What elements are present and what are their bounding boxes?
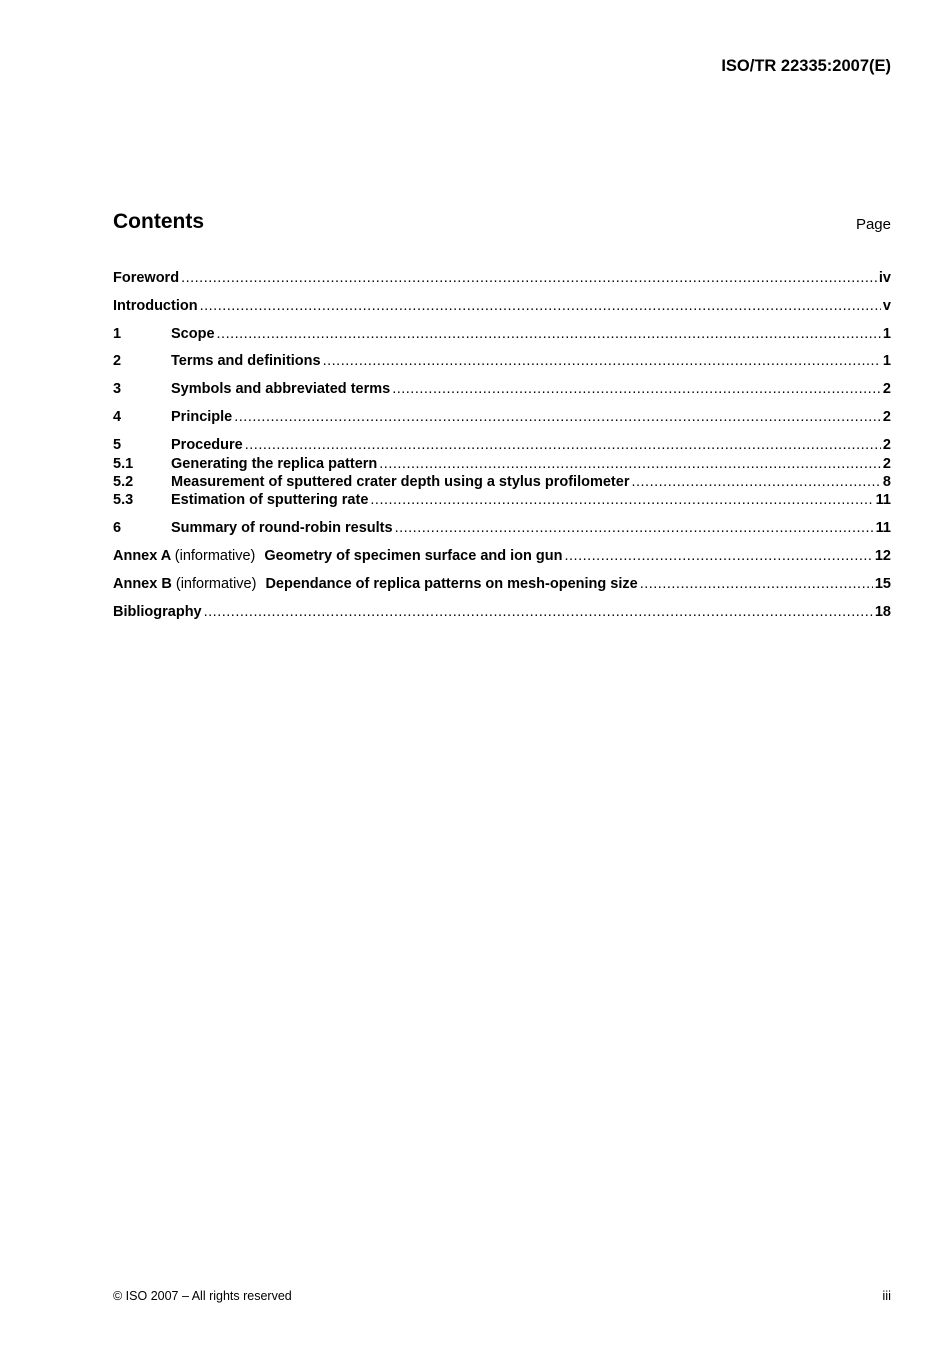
toc-entry-page: 2 (882, 437, 891, 453)
dot-leader (181, 268, 877, 288)
toc-entry-procedure[interactable] (113, 435, 891, 455)
dot-leader (217, 324, 881, 344)
toc-entry-title: Foreword (113, 270, 180, 286)
toc-entry-page: 1 (882, 353, 891, 369)
toc-entry-principle[interactable] (113, 407, 891, 427)
toc-entry-annex-b[interactable] (113, 574, 891, 594)
toc-entry-title: Bibliography (113, 604, 202, 620)
toc-entry-title: Estimation of sputtering rate (171, 492, 369, 508)
toc-entry-number: 5 (113, 437, 122, 453)
toc-entry-terms[interactable] (113, 351, 891, 371)
toc-entry-page: 15 (874, 576, 891, 592)
toc-entry-title: Summary of round-robin results (171, 520, 393, 536)
toc-entry-crater-depth[interactable] (113, 472, 891, 492)
toc-entry-symbols[interactable] (113, 379, 891, 399)
toc-entry-page: 11 (875, 492, 891, 508)
toc-entry-title: Dependance of replica patterns on mesh-opening size (265, 576, 638, 592)
dot-leader (245, 435, 881, 455)
toc-entry-title: Generating the replica pattern (171, 456, 378, 472)
toc-entry-title: Scope (171, 326, 215, 342)
toc-entry-title: Symbols and abbreviated terms (171, 381, 391, 397)
dot-leader (200, 296, 881, 316)
toc-entry-replica-pattern[interactable] (113, 454, 891, 474)
annex-letter: Annex A (113, 548, 171, 564)
toc-entry-number: 3 (113, 381, 122, 397)
toc-entry-bibliography[interactable] (113, 602, 891, 622)
toc-entry-title: Geometry of specimen surface and ion gun (264, 548, 563, 564)
toc-entry-number: 2 (113, 353, 122, 369)
toc-entry-introduction[interactable] (113, 296, 891, 316)
toc-entry-number: 5.2 (113, 474, 134, 490)
toc-entry-number: 5.3 (113, 492, 134, 508)
toc-entry-scope[interactable] (113, 324, 891, 344)
page-column-label: Page (855, 216, 891, 233)
toc-entry-page: 2 (882, 456, 891, 472)
toc-entry-page: 18 (874, 604, 891, 620)
dot-leader (379, 454, 881, 474)
contents-heading: Contents (113, 210, 204, 233)
toc-entry-number: 1 (113, 326, 122, 342)
toc-entry-page: 11 (875, 520, 891, 536)
toc-entry-round-robin[interactable] (113, 518, 891, 538)
toc-entry-foreword[interactable] (113, 268, 891, 288)
annex-qualifier: (informative) (174, 548, 256, 564)
toc-entry-page: 1 (882, 326, 891, 342)
toc-entry-number: 4 (113, 409, 122, 425)
toc-entry-annex-a[interactable] (113, 546, 891, 566)
dot-leader (392, 379, 881, 399)
toc-entry-number: 5.1 (113, 456, 134, 472)
dot-leader (204, 602, 873, 622)
toc-entry-sputtering-rate[interactable] (113, 490, 891, 510)
dot-leader (234, 407, 881, 427)
annex-qualifier: (informative) (175, 576, 257, 592)
dot-leader (640, 574, 873, 594)
toc-entry-page: 2 (882, 381, 891, 397)
dot-leader (564, 546, 872, 566)
dot-leader (370, 490, 873, 510)
toc-entry-title: Measurement of sputtered crater depth using a stylus profilometer (171, 474, 630, 490)
toc-annex-label (113, 546, 255, 566)
toc-entry-page: iv (878, 270, 891, 286)
toc-entry-page: 12 (874, 548, 891, 564)
dot-leader (631, 472, 880, 492)
toc-entry-title: Principle (171, 409, 233, 425)
toc-entry-page: 8 (882, 474, 891, 490)
toc-annex-label (113, 574, 256, 594)
toc-entry-title: Terms and definitions (171, 353, 321, 369)
toc-entry-title: Procedure (171, 437, 243, 453)
dot-leader (395, 518, 874, 538)
annex-letter: Annex B (113, 576, 172, 592)
footer-page-number: iii (882, 1288, 891, 1303)
document-identifier: ISO/TR 22335:2007(E) (721, 57, 891, 75)
toc-entry-number: 6 (113, 520, 122, 536)
footer-copyright: © ISO 2007 – All rights reserved (113, 1289, 292, 1303)
dot-leader (323, 351, 881, 371)
toc-entry-page: 2 (882, 409, 891, 425)
toc-entry-title: Introduction (113, 298, 198, 314)
toc-entry-page: v (882, 298, 891, 314)
